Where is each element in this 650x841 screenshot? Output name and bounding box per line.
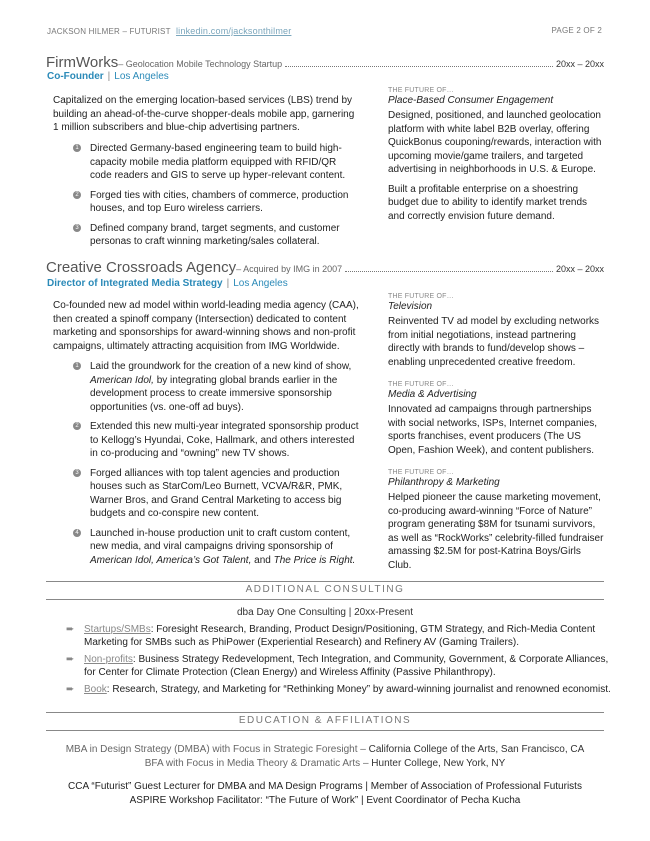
- section-title-consulting: ADDITIONAL CONSULTING: [245, 584, 405, 595]
- future-text: Reinvented TV ad model by excluding networks from initial negotiations, instead partnering directly with brands to fund/develop shows – enabling unprecedented creative freedom.: [388, 316, 600, 368]
- consulting-list: [66, 623, 611, 700]
- arrow-bullet-icon: ➨: [66, 684, 75, 695]
- number-bullet-icon: 3: [73, 224, 81, 232]
- achievement-text: Directed Germany-based engineering team to build high-capacity mobile media platform equipped with RFID/QR code readers and GIS to serve up hyper-relevant content.: [90, 143, 346, 181]
- dotted-leader: [345, 271, 553, 272]
- role-title: Co-Founder: [47, 71, 104, 82]
- education-degree-bfa: [0, 757, 650, 770]
- future-text: Helped pioneer the cause marketing movement, co-producing award-winning “Force of Nature” program generating $8M for tsunami survivors, as well as “RockWorks” celebrity-filled fundraiser amassing $2.5M for post-Katrina Boys/Girls Club.: [388, 492, 604, 571]
- show-title: The Price is Right.: [273, 554, 356, 566]
- consulting-item: [66, 653, 611, 679]
- section-divider: [46, 730, 604, 731]
- section-divider: [46, 712, 604, 713]
- consulting-link[interactable]: Non-profits: [84, 654, 133, 665]
- dotted-leader: [285, 66, 553, 67]
- future-title: Philanthropy & Marketing: [388, 477, 500, 488]
- future-text: Built a profitable enterprise on a shoestring budget due to ability to identify market trends and correctly envision future demand.: [388, 183, 588, 222]
- affiliations-line: ASPIRE Workshop Facilitator: “The Future of Work” | Event Coordinator of Pecha Kucha: [129, 795, 521, 806]
- role-location: Los Angeles: [114, 71, 169, 82]
- job-heading-creative-crossroads: [46, 259, 604, 276]
- school-name: Hunter College, New York, NY: [371, 758, 506, 769]
- achievement-text: Launched in-house production unit to craft custom content, new media, and viral campaigns driving sponsorship of: [90, 527, 351, 552]
- company-description: – Geolocation Mobile Technology Startup: [118, 59, 283, 69]
- achievement-text: Defined company brand, target segments, and customer personas to craft winning marketing/sales collateral.: [90, 222, 340, 247]
- achievement-list: [73, 142, 360, 255]
- consulting-text: : Research, Strategy, and Marketing for “Rethinking Money” by award-winning journalist and renowned economist.: [106, 684, 611, 695]
- number-bullet-icon: 3: [73, 469, 81, 477]
- achievement-text: Extended this new multi-year integrated sponsorship product to Kellogg’s Hyundai, Coke, Hallmark, and others interested in co-producing and “owning” new TV shows.: [90, 421, 359, 459]
- role-separator: |: [107, 71, 111, 82]
- role-separator: |: [226, 278, 230, 289]
- future-title: Television: [388, 301, 433, 312]
- company-name: Creative Crossroads Agency: [46, 259, 237, 276]
- achievement-item: [73, 189, 360, 216]
- consulting-item: [66, 683, 611, 696]
- achievement-item: [73, 420, 360, 461]
- company-name: FirmWorks: [46, 54, 119, 71]
- school-name: California College of the Arts, San Francisco, CA: [368, 744, 585, 755]
- consulting-link[interactable]: Book: [84, 684, 107, 695]
- achievement-text: by integrating global brands earlier in the development process to create immersive sponsorship opportunities (vs. one-off ad buys).: [90, 374, 338, 413]
- future-label: THE FUTURE OF…: [388, 87, 454, 94]
- future-label: THE FUTURE OF…: [388, 469, 454, 476]
- arrow-bullet-icon: ➨: [66, 624, 75, 635]
- future-title: Place-Based Consumer Engagement: [388, 95, 554, 106]
- achievement-text: Laid the groundwork for the creation of a new kind of show,: [90, 361, 352, 372]
- future-text: Designed, positioned, and launched geolocation platform with white label B2B overlay, offering QuickBonus couponing/rewards, interaction with upcoming movie/game trailers, and targeted advertising in neighborhoods in U.S. & Europe.: [388, 110, 602, 175]
- job-dates: 20xx – 20xx: [555, 264, 604, 274]
- future-of-block: [388, 293, 606, 369]
- number-bullet-icon: 1: [73, 144, 81, 152]
- achievement-item: [73, 360, 360, 414]
- achievement-list: [73, 360, 360, 573]
- section-divider: [46, 599, 604, 600]
- company-description: – Acquired by IMG in 2007: [236, 264, 343, 274]
- degree-name: MBA in Design Strategy (DMBA) with Focus in Strategic Foresight –: [65, 744, 369, 755]
- job-heading-firmworks: [46, 54, 604, 71]
- consulting-heading: dba Day One Consulting | 20xx-Present: [236, 607, 414, 618]
- achievement-text: Forged ties with cities, chambers of commerce, production houses, and top Euro wireless carriers.: [90, 189, 349, 214]
- consulting-text: : Business Strategy Redevelopment, Tech Integration, and Community, Government, & Corporate Alliances, for Center for Climate Protection (Clean Energy) and Wireless Affinity (Passive Philanthropy).: [84, 654, 609, 678]
- linkedin-link[interactable]: linkedin.com/jacksonthilmer: [175, 26, 292, 36]
- future-of-block: [388, 469, 606, 572]
- education-degree-mba: [0, 743, 650, 756]
- number-bullet-icon: 1: [73, 362, 81, 370]
- achievement-item: [73, 467, 360, 521]
- future-label: THE FUTURE OF…: [388, 293, 454, 300]
- consulting-link[interactable]: Startups/SMBs: [84, 624, 151, 635]
- role-title: Director of Integrated Media Strategy: [47, 278, 223, 289]
- future-title: Media & Advertising: [388, 389, 477, 400]
- page-header-left: [47, 26, 291, 36]
- achievement-item: [73, 142, 360, 183]
- achievement-text: and: [251, 554, 274, 566]
- job-role-firmworks: [47, 71, 169, 82]
- future-of-block: [388, 87, 606, 223]
- degree-name: BFA with Focus in Media Theory & Dramatic Arts –: [144, 758, 372, 769]
- number-bullet-icon: 4: [73, 529, 81, 537]
- role-location: Los Angeles: [233, 278, 288, 289]
- achievement-item: [73, 527, 360, 568]
- achievement-item: [73, 222, 360, 249]
- section-divider: [46, 581, 604, 582]
- arrow-bullet-icon: ➨: [66, 654, 75, 665]
- future-label: THE FUTURE OF…: [388, 381, 454, 388]
- consulting-text: : Foresight Research, Branding, Product Design/Positioning, GTM Strategy, and Rich-Media Content Marketing for SMBs such as PhiPower (Experiential Research) and Refinery AV (Gaming Trailers).: [84, 624, 596, 648]
- job-dates: 20xx – 20xx: [555, 59, 604, 69]
- future-of-block: [388, 381, 606, 457]
- show-title: American Idol,: [90, 374, 154, 386]
- header-name: JACKSON HILMER – FUTURIST: [47, 27, 171, 36]
- page-number: PAGE 2 OF 2: [551, 26, 602, 35]
- consulting-item: [66, 623, 611, 649]
- future-text: Innovated ad campaigns through partnerships with social networks, ISPs, Internet companies, sports franchises, event producers (The US Open, Fashion Week), and content publishers.: [388, 404, 597, 456]
- job-role-creative-crossroads: [47, 278, 288, 289]
- show-title: American Idol, America’s Got Talent,: [90, 554, 252, 566]
- job-summary: Capitalized on the emerging location-based services (LBS) trend by building an ahead-of-the-curve shopper-deals mobile app, garnering 1 million subscribers and blue-chip advertising partners.: [53, 95, 355, 133]
- number-bullet-icon: 2: [73, 191, 81, 199]
- achievement-text: Forged alliances with top talent agencies and production houses such as StarCom/Leo Burnett, VCVA/R&R, PMK, Warner Bros, and Grand Central Marketing to access big budgets and co-conspire new content.: [90, 467, 343, 519]
- affiliations-line: CCA “Futurist” Guest Lecturer for DMBA and MA Design Programs | Member of Association of Professional Futurists: [68, 781, 582, 792]
- section-title-education: EDUCATION & AFFILIATIONS: [238, 715, 412, 726]
- number-bullet-icon: 2: [73, 422, 81, 430]
- job-summary: Co-founded new ad model within world-leading media agency (CAA), then created a spinoff company (Intersection) dedicated to content marketing and sponsorships for award-winning shows and non-profit campaigns, ultimately attracting acquisition from IMG Worldwide.: [53, 300, 359, 352]
